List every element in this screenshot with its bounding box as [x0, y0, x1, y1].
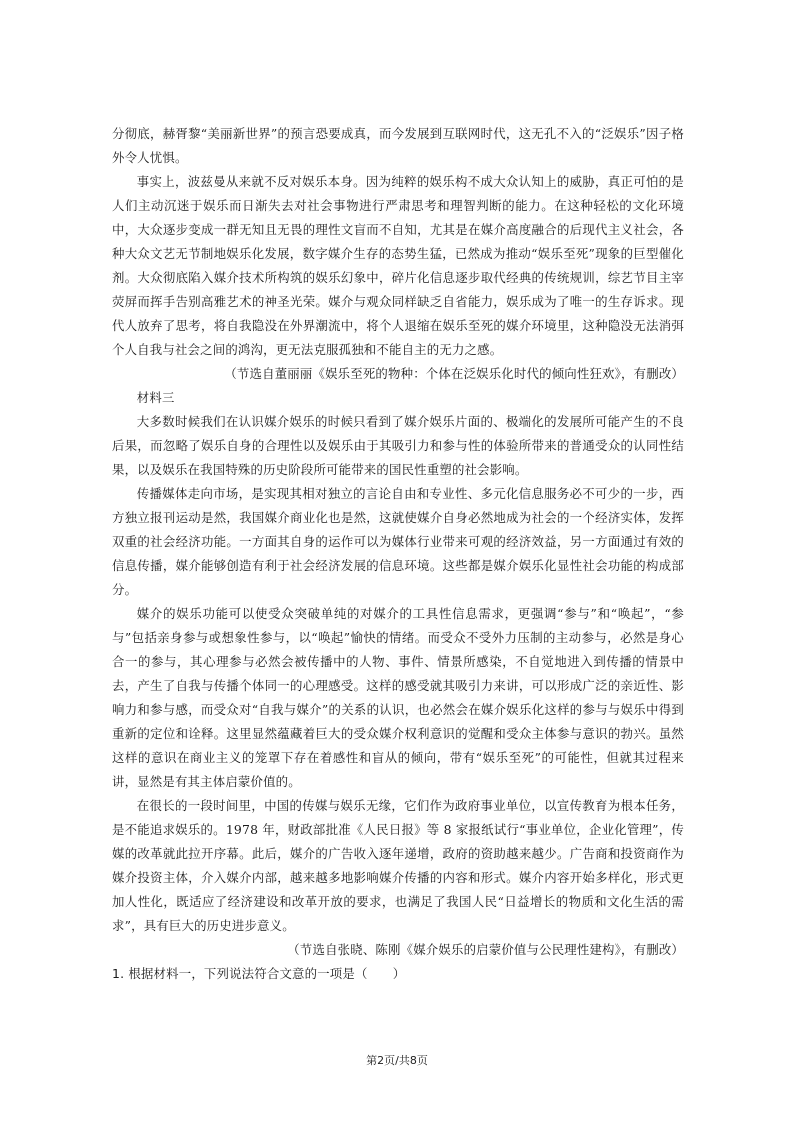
paragraph-media-market: 传播媒体走向市场，是实现其相对独立的言论自由和专业性、多元化信息服务必不可少的一步，西方独立报刊运动是然，我国媒介商业化也是然，这就使媒介自身必然地成为社会的一个经济实体，发挥双重的社会经济功能。一方面其自身的运作可以为媒体行业带来可观的经济效益，另一方面通过有效的信息传播，媒介能够创造有利于社会经济发展的信息环境。这些都是媒介娱乐化显性社会功能的构成部分。 [112, 486, 684, 597]
source-citation-2: （节选自张晓、陈刚《媒介娱乐的启蒙价值与公民理性建构》，有删改） [287, 942, 684, 957]
question-1: 1. 根据材料一，下列说法符合文意的一项是（ ） [112, 966, 406, 981]
source-citation-1: （节选自董丽丽《娱乐至死的物种：个体在泛娱乐化时代的倾向性狂欢》，有删改） [224, 366, 684, 381]
document-body [112, 122, 684, 986]
material-three-label: 材料三 [136, 390, 175, 405]
paragraph-postman: 事实上，波兹曼从来就不反对娱乐本身。因为纯粹的娱乐构不成大众认知上的威胁，真正可怕的是人们主动沉迷于娱乐而日渐失去对社会事物进行严肃思考和理智判断的能力。在这种轻松的文化环境中，大众逐步变成一群无知且无畏的理性文盲而不自知，尤其是在媒介高度融合的后现代主义社会，各种大众文艺无节制地娱乐化发展，数字媒介生存的态势生猛，已然成为推动“娱乐至死”现象的巨型催化剂。大众彻底陷入媒介技术所构筑的娱乐幻象中，碎片化信息逐步取代经典的传统规训，综艺节目主宰荧屏而挥手告别高雅艺术的神圣光荣。媒介与观众同样缺乏自省能力，娱乐成为了唯一的生存诉求。现代人放弃了思考，将自我隐没在外界潮流中，将个人退缩在娱乐至死的媒介环境里，这种隐没无法消弭个人自我与社会之间的鸿沟，更无法克服孤独和不能自主的无力之感。 [112, 174, 684, 357]
paragraph-entertainment-function: 媒介的娱乐功能可以使受众突破单纯的对媒介的工具性信息需求，更强调“参与”和“唤起”，“参与”包括亲身参与或想象性参与，以“唤起”愉快的情绪。而受众不受外力压制的主动参与，必然是身心合一的参与，其心理参与必然会被传播中的人物、事件、情景所感染，不自觉地进入到传播的情景中去，产生了自我与传播个体同一的心理感受。这样的感受就其吸引力来讲，可以形成广泛的亲近性、影响力和参与感，而受众对“自我与媒介”的关系的认识，也必然会在媒介娱乐化这样的参与与娱乐中得到重新的定位和诠释。这里显然蕴藏着巨大的受众媒介权利意识的觉醒和受众主体参与意识的勃兴。虽然这样的意识在商业主义的笼罩下存在着感性和盲从的倾向，带有“娱乐至死”的可能性，但就其过程来讲，显然是有其主体启蒙价值的。 [112, 606, 684, 789]
page-number: 第2页/共8页 [366, 1054, 428, 1067]
paragraph-media-entertainment: 大多数时候我们在认识媒介娱乐的时候只看到了媒介娱乐片面的、极端化的发展所可能产生的不良后果，而忽略了娱乐自身的合理性以及娱乐由于其吸引力和参与性的体验所带来的普通受众的认同性结果，以及娱乐在我国特殊的历史阶段所可能带来的国民性重塑的社会影响。 [112, 414, 684, 477]
paragraph-continued: 分彻底，赫胥黎“美丽新世界”的预言恐要成真，而今发展到互联网时代，这无孔不入的“泛娱乐”因子格外令人忧惧。 [112, 126, 684, 165]
paragraph-china-media-history: 在很长的一段时间里，中国的传媒与娱乐无缘，它们作为政府事业单位，以宣传教育为根本任务，是不能追求娱乐的。1978 年，财政部批准《人民日报》等 8 家报纸试行“事业单位，企业化管理”，传媒的改革就此拉开序幕。此后，媒介的广告收入逐年递增，政府的资助越来越少。广告商和投资商作为媒介投资主体，介入媒介内部，越来越多地影响媒介传播的内容和形式。媒介内容开始多样化，形式更加人性化，既适应了经济建设和改革开放的要求，也满足了我国人民“日益增长的物质和文化生活的需求”，具有巨大的历史进步意义。 [112, 798, 684, 933]
